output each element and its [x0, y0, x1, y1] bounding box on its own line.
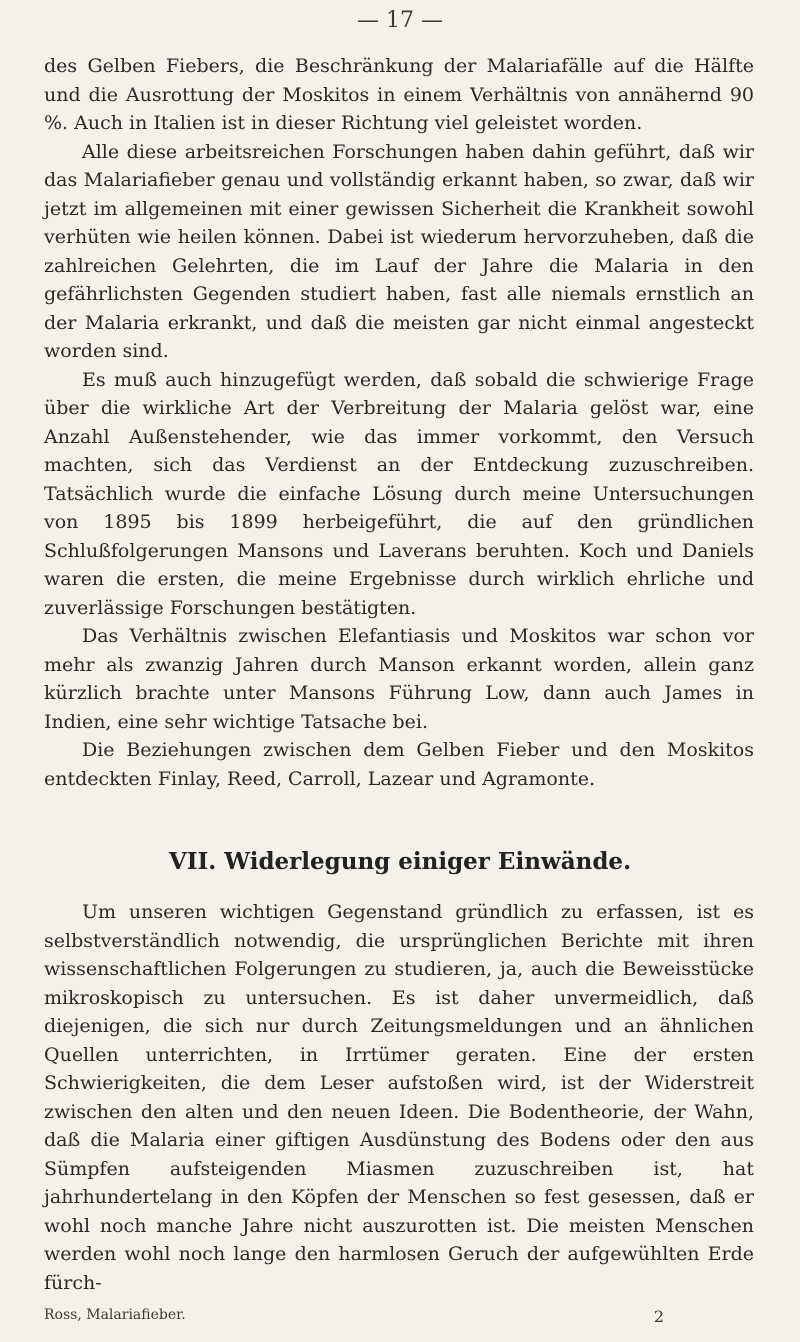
page-number: — 17 —	[357, 8, 443, 33]
paragraph: Die Beziehungen zwischen dem Gelben Fieber und den Moskitos entdeckten Finlay, Reed, Carroll, Lazear und Agramonte.	[44, 739, 754, 790]
signature-mark: 2	[653, 1307, 664, 1326]
running-title: Ross, Malariafieber.	[44, 1307, 186, 1323]
paragraph: Es muß auch hinzugefügt werden, daß sobald die schwierige Frage über die wirkliche Art der Verbreitung der Malaria gelöst war, eine Anzahl Außenstehender, wie das immer vorkommt, den Versuch machten, sich das Verdienst an der Entdeckung zuzuschreiben. Tatsächlich wurde die einfache Lösung durch meine Untersuchungen von 1895 bis 1899 herbeigeführt, die auf den gründlichen Schlußfolgerungen Mansons und Laverans beruhten. Koch und Daniels waren die ersten, die meine Ergebnisse durch wirklich ehrliche und zuverlässige Forschungen bestätigten.	[44, 368, 754, 619]
section-2-text	[44, 898, 754, 1297]
section-heading: VII. Widerlegung einiger Einwände.	[168, 848, 632, 875]
paragraph: des Gelben Fiebers, die Beschränkung der Malariafälle auf die Hälfte und die Ausrottung der Moskitos in einem Verhältnis von annähernd 90 %. Auch in Italien ist in dieser Richtung viel geleistet worden.	[44, 55, 754, 134]
page-footer	[44, 1307, 754, 1326]
paragraph: Das Verhältnis zwischen Elefantiasis und Moskitos war schon vor mehr als zwanzig Jahren durch Manson erkannt worden, allein ganz kürzlich brachte unter Mansons Führung Low, dann auch James in Indien, eine sehr wichtige Tatsache bei.	[44, 625, 754, 733]
section-1-text	[44, 52, 754, 793]
paragraph: Alle diese arbeitsreichen Forschungen haben dahin geführt, daß wir das Malariafieber genau und vollständig erkannt haben, so zwar, daß wir jetzt im allgemeinen mit einer gewissen Sicherheit die Krankheit sowohl verhüten wie heilen können. Dabei ist wiederum hervorzuheben, daß die zahlreichen Gelehrten, die im Lauf der Jahre die Malaria in den gefährlichsten Gegenden studiert haben, fast alle niemals ernstlich an der Malaria erkrankt, und daß die meisten gar nicht einmal angesteckt worden sind.	[44, 140, 754, 362]
paragraph: Um unseren wichtigen Gegenstand gründlich zu erfassen, ist es selbstverständlich notwendig, die ursprünglichen Berichte mit ihren wissenschaftlichen Folgerungen zu studieren, ja, auch die Beweisstücke mikroskopisch zu untersuchen. Es ist daher unvermeidlich, daß diejenigen, die sich nur durch Zeitungsmeldungen und an ähnlichen Quellen unterrichten, in Irrtümer geraten. Eine der ersten Schwierigkeiten, die dem Leser aufstoßen wird, ist der Widerstreit zwischen den alten und den neuen Ideen. Die Bodentheorie, der Wahn, daß die Malaria einer giftigen Ausdünstung des Bodens oder den aus Sümpfen aufsteigenden Miasmen zuzuschreiben ist, hat jahrhundertelang in den Köpfen der Menschen so fest gesessen, daß er wohl noch manche Jahre nicht auszurotten ist. Die meisten Menschen werden wohl noch lange den harmlosen Geruch der aufgewühlten Erde fürch-	[44, 901, 754, 1294]
